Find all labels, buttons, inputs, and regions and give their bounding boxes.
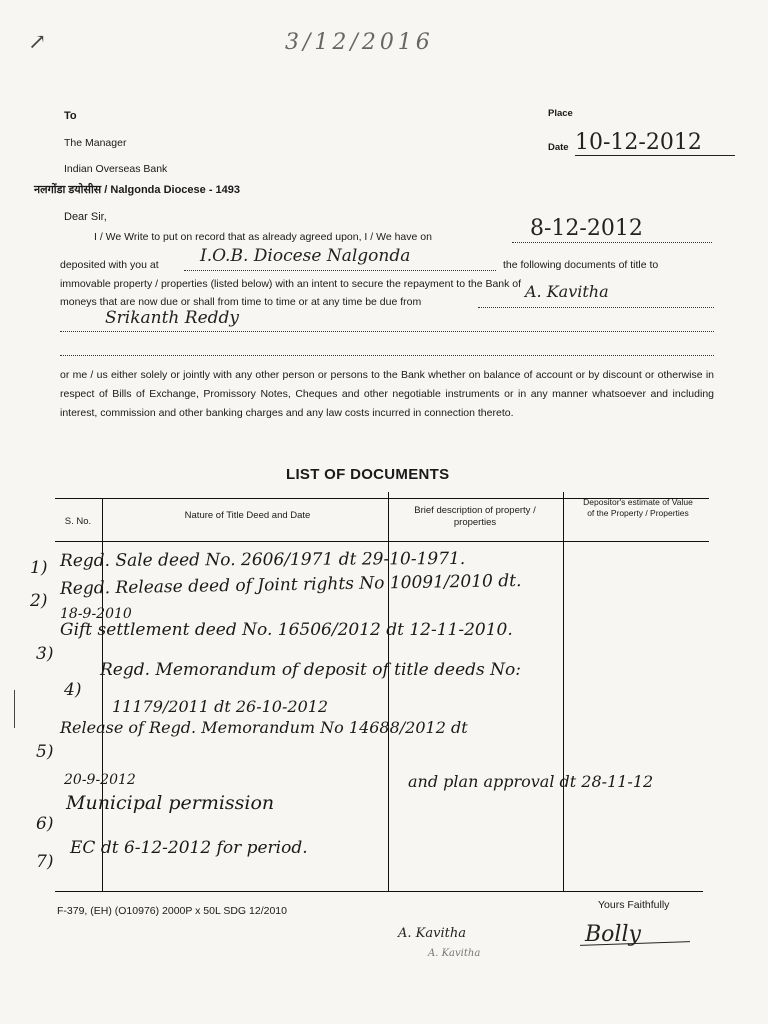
corner-mark: ↗ [28, 30, 47, 55]
date-value: 10-12-2012 [575, 130, 702, 155]
rule-location [184, 270, 496, 271]
manager-label: The Manager [64, 137, 127, 149]
salutation: Dear Sir, [64, 211, 107, 223]
branch-line [34, 182, 240, 197]
to-label: To [64, 110, 77, 122]
rule-borrower-2 [60, 331, 714, 332]
entry-text: Municipal permission [66, 792, 275, 814]
signatory-name-faint: A. Kavitha [428, 948, 481, 959]
signature: Bolly [585, 922, 641, 947]
col-header-sno: S. No. [64, 516, 92, 527]
deposit-date: 8-12-2012 [530, 216, 643, 241]
entry-text: Gift settlement deed No. 16506/2012 dt 12-11-2010. [60, 620, 513, 640]
entry-number: 4) [64, 680, 82, 700]
bank-name: Indian Overseas Bank [64, 163, 168, 175]
entry-number: 7) [36, 852, 54, 872]
entry-text: Regd. Release deed of Joint rights No 10091/2010 dt. [59, 570, 522, 600]
entry-number: 6) [36, 814, 54, 834]
entry-number: 5) [36, 742, 54, 762]
col-header-value: Depositor's estimate of Value of the Property / Properties [583, 497, 693, 518]
entry-text: Regd. Memorandum of deposit of title deeds No: [100, 660, 521, 680]
form-code: F-379, (EH) (O10976) 2000P x 50L SDG 12/2010 [57, 905, 287, 917]
branch-hindi: नलगोंडा डयोसीस [34, 184, 102, 196]
signatory-name: A. Kavitha [398, 926, 466, 941]
entry-text: Release of Regd. Memorandum No 14688/2012 dt [60, 718, 468, 737]
paragraph-2: or me / us either solely or jointly with any other person or persons to the Bank whether on balance of account or by discount or otherwise in respect of Bills of Exchange, Promissory Notes, Cheques and other negotiable instruments or in any manner whatsoever and including interest, commission and other banking charges and any law costs incurred in connection thereto. [60, 369, 714, 419]
entry-text: 11179/2011 dt 26-10-2012 [112, 697, 329, 716]
line1-prefix: I / We Write to put on record that as already agreed upon, I / We have on [94, 231, 432, 243]
date-underline [575, 155, 735, 156]
branch-english: / Nalgonda Diocese - 1493 [101, 184, 241, 196]
entry-text: EC dt 6-12-2012 for period. [70, 838, 308, 858]
handwritten-reference: 3/12/2016 [285, 30, 434, 55]
table-bottom-border [55, 891, 703, 892]
entry-text: 18-9-2010 [60, 606, 132, 622]
borrower-2: Srikanth Reddy [105, 308, 240, 328]
line2-suffix: the following documents of title to [503, 259, 659, 271]
deposit-location: I.O.B. Diocese Nalgonda [200, 246, 411, 266]
table-header-border [55, 541, 709, 542]
entry-number: 1) [30, 558, 48, 578]
entry-number: 3) [36, 644, 54, 664]
entry-text: Regd. Sale deed No. 2606/1971 dt 29-10-1971. [59, 548, 466, 572]
col-header-nature: Nature of Title Deed and Date [184, 510, 311, 521]
rule-borrower-1 [478, 307, 714, 308]
line3: immovable property / properties (listed below) with an intent to secure the repayment to the Bank of [60, 278, 522, 290]
line4-prefix: moneys that are now due or shall from time to time or at any time be due from [60, 296, 422, 308]
yours-faithfully: Yours Faithfully [598, 899, 670, 911]
rule-deposit-date [512, 242, 712, 243]
line2-prefix: deposited with you at [60, 259, 159, 271]
list-title: LIST OF DOCUMENTS [286, 466, 450, 483]
col-header-brief: Brief description of property / properties [414, 505, 536, 528]
date-label: Date [548, 142, 569, 153]
entry-text: and plan approval dt 28-11-12 [408, 772, 654, 791]
table-col-line-3 [563, 492, 564, 891]
borrower-1: A. Kavitha [525, 282, 609, 301]
rule-blank [60, 355, 714, 356]
entry-number: 2) [30, 591, 48, 611]
entry-text: 20-9-2012 [64, 772, 136, 788]
place-label: Place [548, 108, 573, 119]
margin-mark [14, 690, 15, 728]
